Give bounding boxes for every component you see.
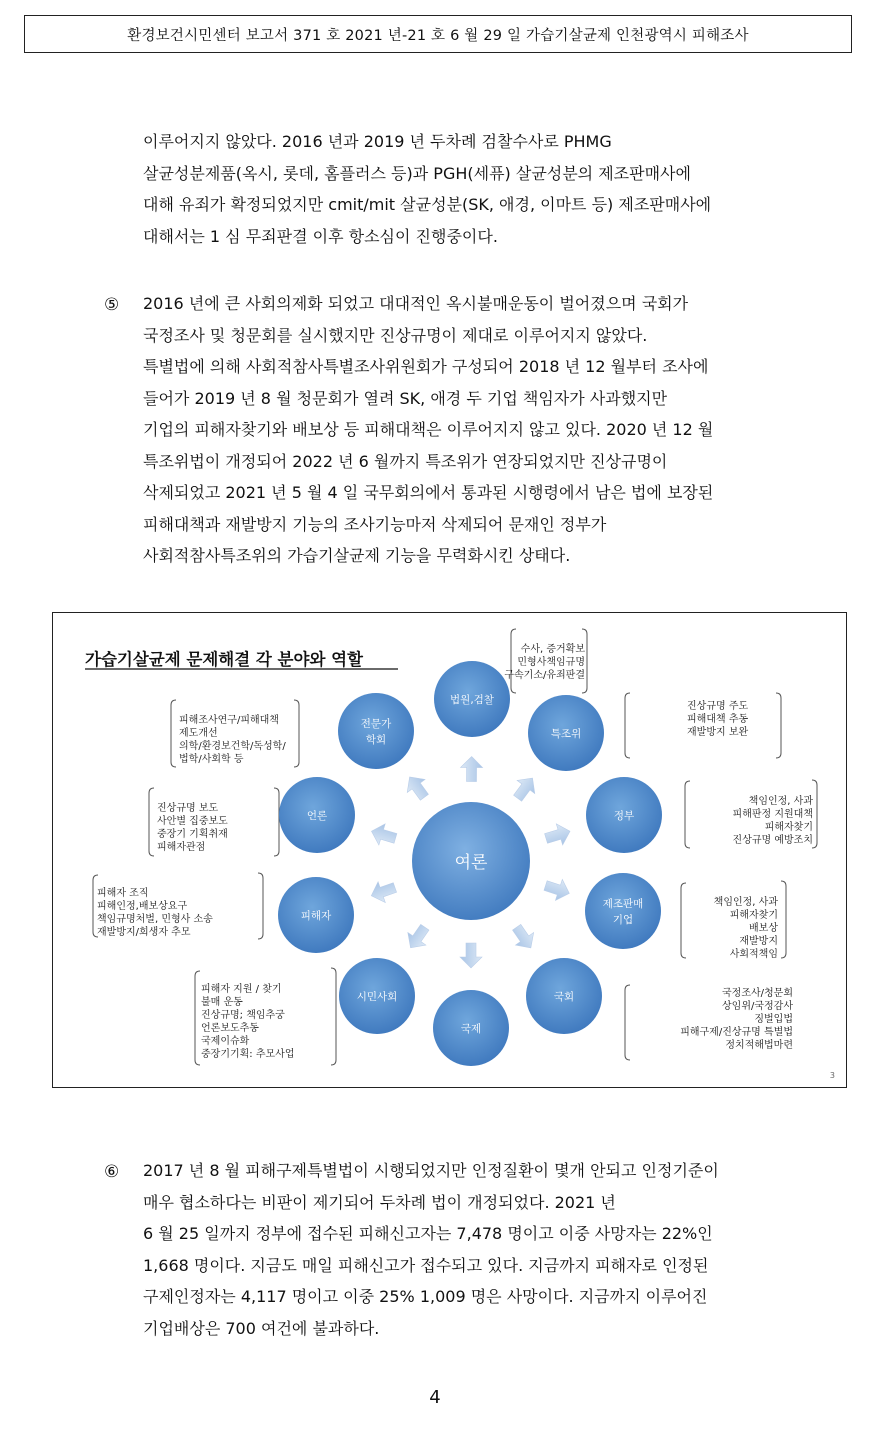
roles-diagram <box>52 612 847 1088</box>
role-note <box>97 886 213 938</box>
role-note <box>687 699 748 738</box>
role-note-line: 진상규명 예방조치 <box>732 835 813 846</box>
role-note-line: 진상규명 주도 <box>687 701 749 712</box>
text-line: 6 월 25 일까지 정부에 접수된 피해신고자는 7,478 명이고 이중 사망자는 22%인 <box>143 1224 713 1243</box>
bracket <box>511 629 516 693</box>
text-line: 대해 유죄가 확정되었지만 cmit/mit 살균성분(SK, 애경, 이마트 등) 제조판매사에 <box>143 195 712 214</box>
role-note-line: 중장기 기획취재 <box>157 829 228 840</box>
role-note <box>714 895 779 960</box>
arrow-icon <box>543 821 573 849</box>
bracket <box>331 968 336 1065</box>
text-line: 대해서는 1 심 무죄판결 이후 항소심이 진행중이다. <box>143 226 498 246</box>
role-note-line: 제도개선 <box>179 728 218 739</box>
role-note <box>680 986 793 1051</box>
text-line: 살균성분제품(옥시, 롯데, 홈플러스 등)과 PGH(세퓨) 살균성분의 제조판매사에 <box>143 163 691 183</box>
arrow-icon <box>509 772 542 805</box>
role-note-line: 수사, 증거확보 <box>520 644 585 655</box>
bracket <box>776 693 781 758</box>
bracket <box>149 788 154 856</box>
text-line: 국정조사 및 청문회를 실시했지만 진상규명이 제대로 이루어지지 않았다. <box>143 325 648 345</box>
node-label: 언론 <box>306 810 328 822</box>
text-line: 매우 협소하다는 비판이 제기되어 두차례 법이 개정되었다. 2021 년 <box>143 1192 616 1212</box>
bracket <box>274 788 279 856</box>
role-note-line: 피해구제/진상규명 특별법 <box>680 1027 793 1038</box>
role-note-line: 국제이슈화 <box>201 1036 250 1047</box>
role-note <box>157 801 228 853</box>
roles-diagram-canvas <box>53 613 848 1089</box>
role-note-line: 상임위/국정감사 <box>722 1001 793 1012</box>
node-label: 기업 <box>612 914 634 926</box>
role-note-line: 징벌입법 <box>754 1014 793 1025</box>
role-note-line: 법학/사회학 등 <box>179 754 244 765</box>
node-label: 학회 <box>365 734 387 746</box>
bracket <box>625 693 630 758</box>
node-label: 특조위 <box>550 728 582 740</box>
text-line: 기업의 피해자찾기와 배보상 등 피해대책은 이루어지지 않고 있다. 2020 년 12 월 <box>143 420 714 439</box>
bracket <box>171 700 176 767</box>
role-note <box>504 642 585 681</box>
role-note-line: 진상규명; 책임추궁 <box>201 1010 285 1021</box>
bracket <box>625 985 630 1060</box>
page-number: 4 <box>429 1387 441 1408</box>
text-line: 피해대책과 재발방지 기능의 조사기능마저 삭제되어 문재인 정부가 <box>143 514 607 534</box>
paragraph-continued <box>143 126 711 252</box>
role-note-line: 피해자찾기 <box>729 910 778 921</box>
node-circle <box>585 873 661 949</box>
role-note-line: 책임인정, 사과 <box>748 796 813 807</box>
role-note-line: 피해조사연구/피해대책 <box>179 715 279 726</box>
role-note-line: 피해자찾기 <box>764 822 813 833</box>
role-note-line: 피해판정 지원대책 <box>732 809 813 820</box>
paragraph-item-6 <box>143 1155 719 1344</box>
bracket <box>781 881 786 958</box>
node-label: 제조판매 <box>602 898 644 910</box>
text-line: 기업배상은 700 여건에 불과하다. <box>143 1318 380 1338</box>
bracket <box>195 971 200 1065</box>
arrow-icon <box>460 756 482 781</box>
node-label: 정부 <box>613 810 635 822</box>
text-line: 구제인정자는 4,117 명이고 이중 25% 1,009 명은 사망이다. 지금까지 이루어진 <box>143 1287 708 1306</box>
node-label: 피해자 <box>300 910 332 922</box>
role-note-line: 피해자 조직 <box>97 888 149 899</box>
role-note-line: 피해인정,배보상요구 <box>97 901 188 912</box>
role-note-line: 피해자관점 <box>157 842 206 853</box>
node-label: 법원,검찰 <box>450 694 494 706</box>
role-note-line: 책임규명처벌, 민형사 소송 <box>97 914 213 925</box>
bracket <box>685 781 690 848</box>
report-header-text: 환경보건시민센터 보고서 371 호 2021 년-21 호 6 월 29 일 가습기살균제 인천광역시 피해조사 <box>127 27 749 44</box>
paragraph-item-5 <box>143 288 713 572</box>
arrow-icon <box>402 921 434 954</box>
node-label: 시민사회 <box>356 991 398 1003</box>
role-note <box>201 982 295 1060</box>
role-note-line: 피해자 지원 / 찾기 <box>201 984 282 995</box>
arrow-icon <box>368 821 398 849</box>
text-line: 2016 년에 큰 사회의제화 되었고 대대적인 옥시불매운동이 벌어졌으며 국회가 <box>143 294 689 313</box>
text-line: 들어가 2019 년 8 월 청문회가 열려 SK, 애경 두 기업 책임자가 사과했지만 <box>143 388 668 408</box>
role-note <box>733 794 814 846</box>
role-note-line: 책임인정, 사과 <box>713 897 778 908</box>
text-line: 특조위법이 개정되어 2022 년 6 월까지 특조위가 연장되었지만 진상규명이 <box>143 451 668 471</box>
role-note-line: 배보상 <box>749 923 778 934</box>
role-note-line: 진상규명 보도 <box>157 803 219 814</box>
role-note-line: 재발방지/희생자 추모 <box>97 927 191 938</box>
arrow-icon <box>368 877 399 906</box>
arrow-icon <box>508 921 540 954</box>
diagram-title: 가습기살균제 문제해결 각 분야와 역할 <box>85 650 364 669</box>
bracket <box>294 700 299 767</box>
bracket <box>258 873 263 939</box>
role-note-line: 재발방지 보완 <box>687 727 749 738</box>
item-marker-6: ⑥ <box>104 1162 120 1182</box>
role-note-line: 국정조사/청문회 <box>722 988 793 999</box>
role-note-line: 의학/환경보건학/독성학/ <box>179 741 286 752</box>
slide-number: 3 <box>829 1071 835 1080</box>
text-line: 특별법에 의해 사회적참사특별조사위원회가 구성되어 2018 년 12 월부터 조사에 <box>143 357 709 376</box>
role-note-line: 언론보도추동 <box>201 1023 259 1034</box>
role-note <box>179 713 286 765</box>
text-line: 2017 년 8 월 피해구제특별법이 시행되었지만 인정질환이 몇개 안되고 인정기준이 <box>143 1161 719 1180</box>
role-note-line: 재발방지 <box>739 936 778 947</box>
role-note-line: 중장기기획: 추모사업 <box>201 1049 295 1060</box>
role-note-line: 구속기소/유죄판결 <box>504 670 585 681</box>
role-note-line: 사회적책임 <box>729 949 778 960</box>
arrow-icon <box>460 943 482 968</box>
node-circle <box>338 693 414 769</box>
node-label: 국제 <box>460 1023 482 1035</box>
report-header <box>24 15 852 53</box>
role-note-line: 민형사책임규명 <box>517 657 585 668</box>
role-note-line: 정치적해법마련 <box>725 1040 793 1051</box>
text-line: 1,668 명이다. 지금도 매일 피해신고가 접수되고 있다. 지금까지 피해자로 인정된 <box>143 1255 709 1275</box>
role-note-line: 피해대책 추동 <box>687 714 749 725</box>
bracket <box>681 883 686 958</box>
center-label: 여론 <box>454 853 488 873</box>
item-marker-5: ⑤ <box>104 295 120 315</box>
text-line: 사회적참사특조위의 가습기살균제 기능을 무력화시킨 상태다. <box>143 546 571 565</box>
text-line: 삭제되었고 2021 년 5 월 4 일 국무회의에서 통과된 시행령에서 남은 법에 보장된 <box>143 483 714 502</box>
role-note-line: 사안별 집중보도 <box>157 816 228 827</box>
arrow-icon <box>542 875 573 904</box>
node-label: 국회 <box>553 991 575 1003</box>
arrow-icon <box>401 771 434 804</box>
role-note-line: 불매 운동 <box>201 997 243 1008</box>
node-label: 전문가 <box>360 718 392 730</box>
text-line: 이루어지지 않았다. 2016 년과 2019 년 두차례 검찰수사로 PHMG <box>143 132 612 151</box>
